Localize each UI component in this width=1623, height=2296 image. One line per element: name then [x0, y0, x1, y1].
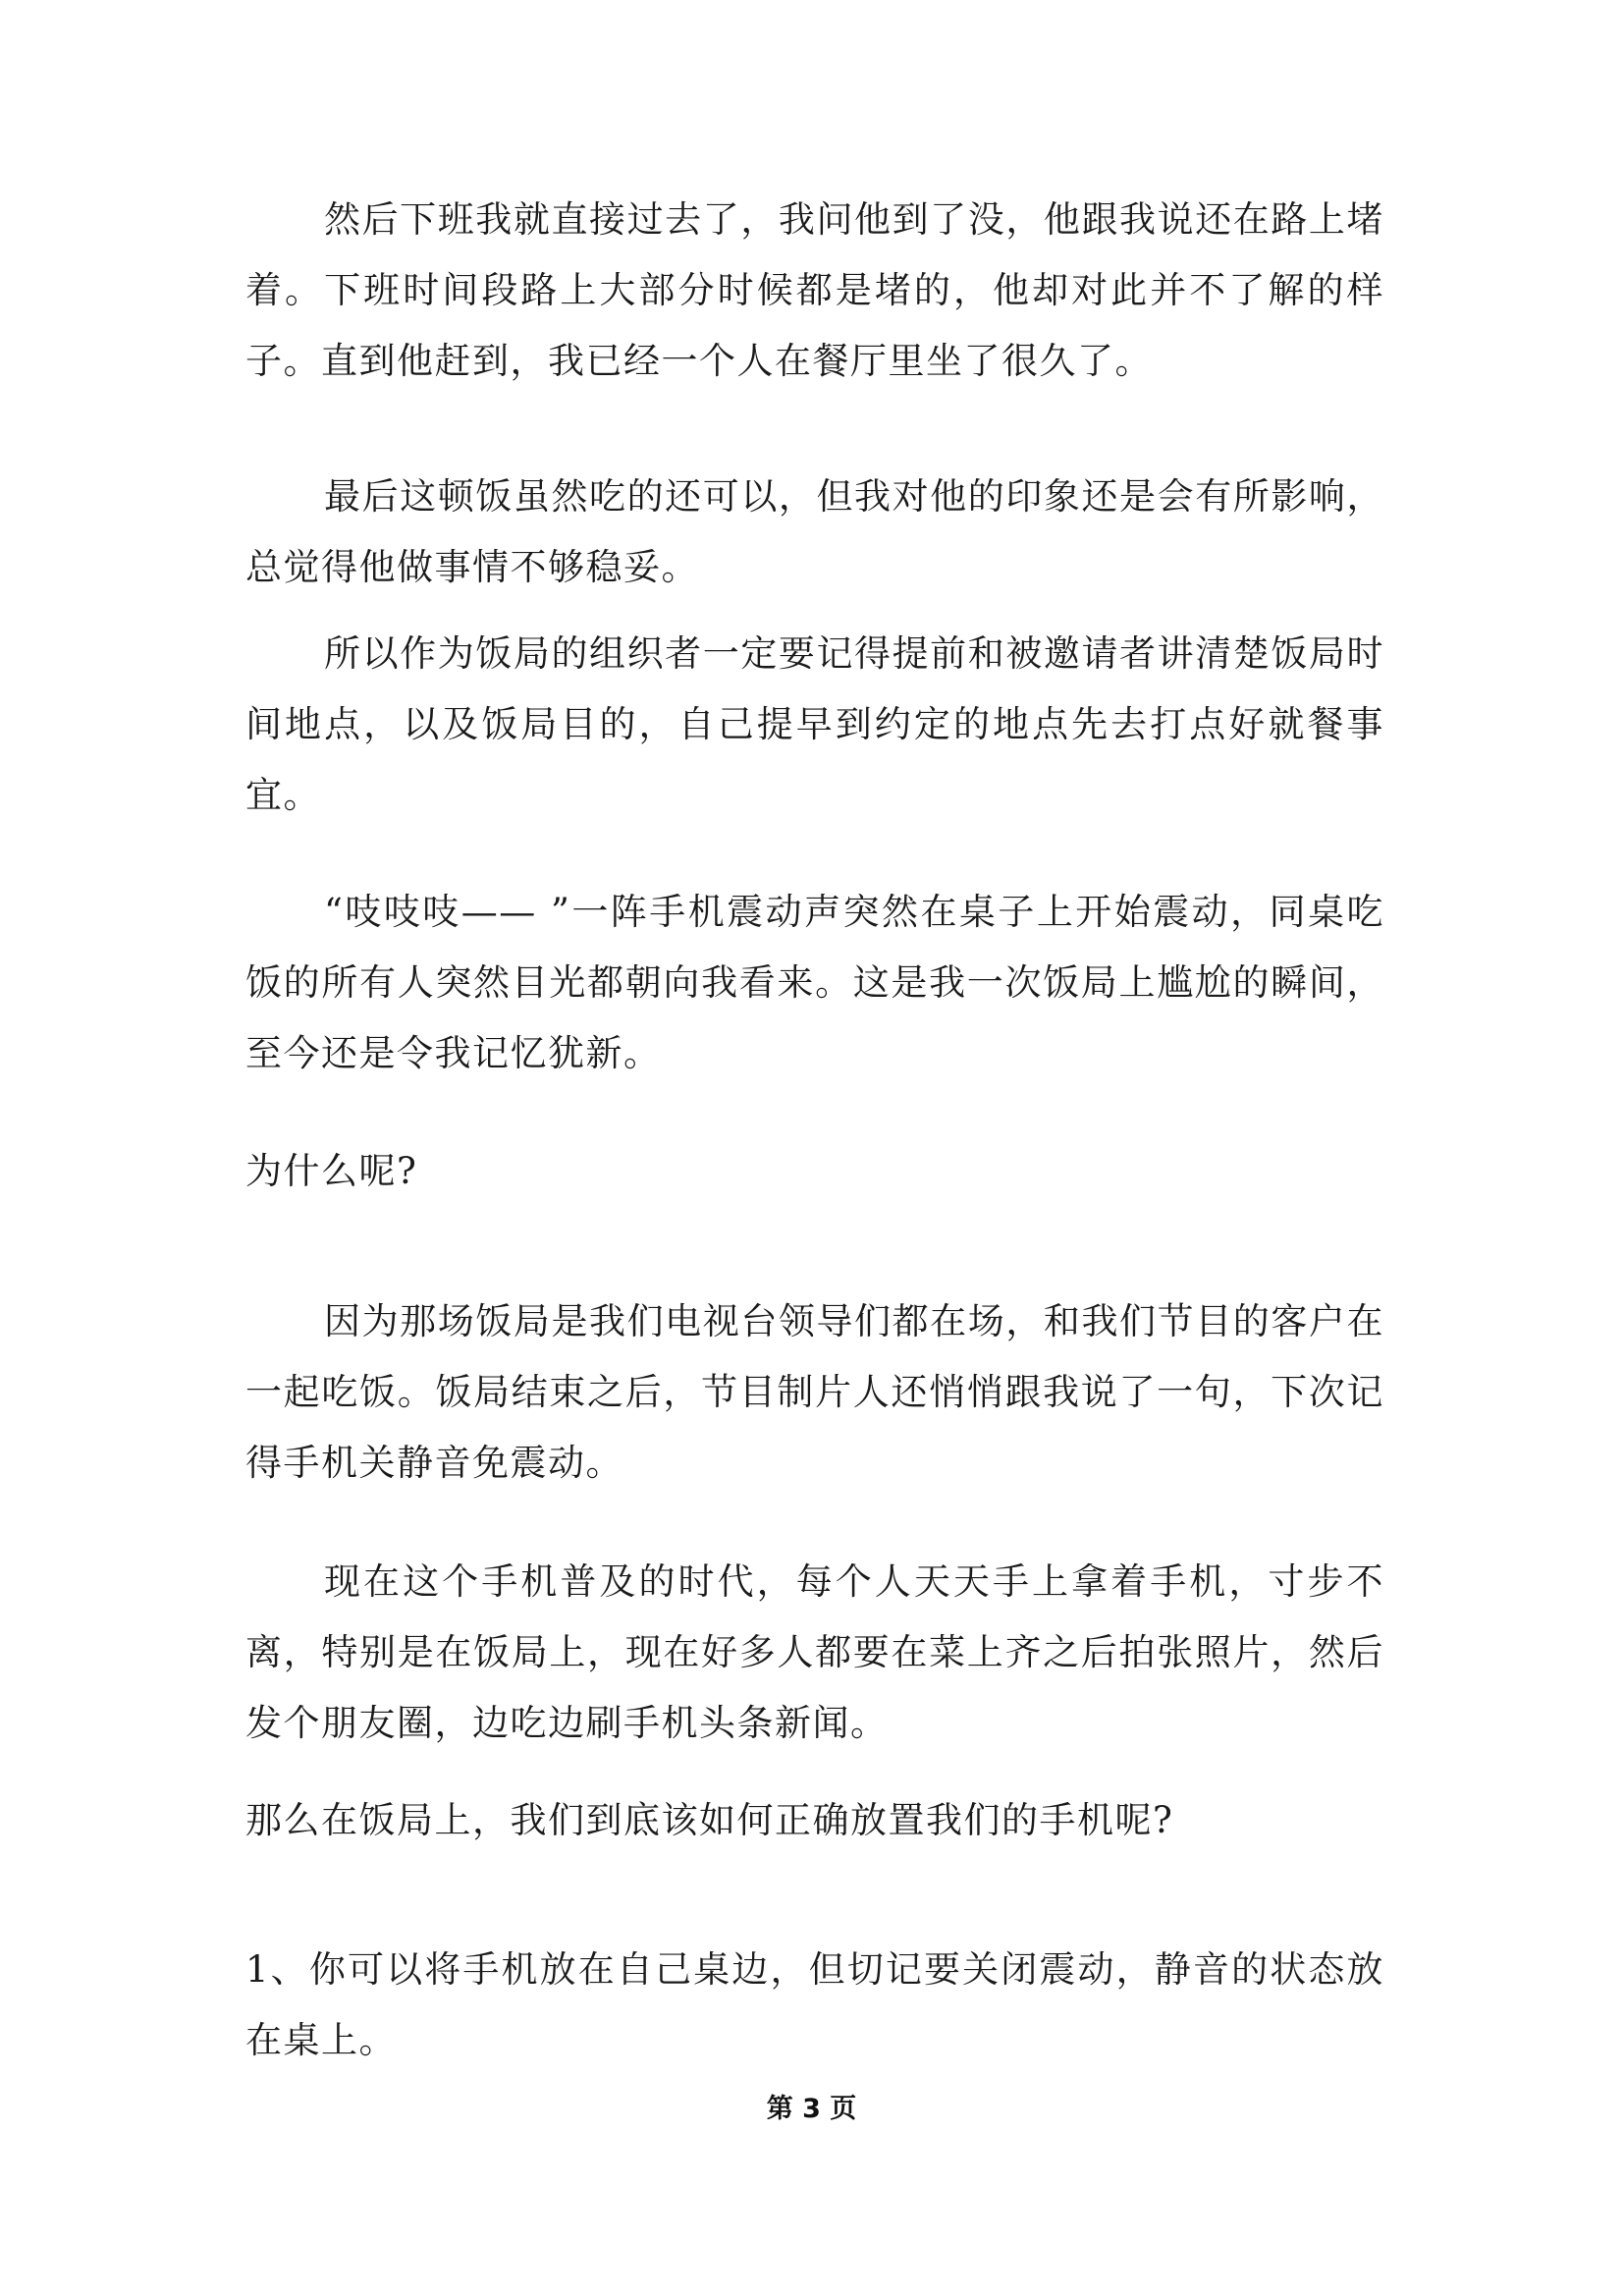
paragraph-9: 1、你可以将手机放在自己桌边，但切记要关闭震动，静音的状态放在桌上。 [245, 1948, 1384, 2061]
paragraph-4: “吱吱吱—— ”一阵手机震动声突然在桌子上开始震动，同桌吃饭的所有人突然目光都朝向我看来。这是我一次饭局上尴尬的瞬间，至今还是令我记忆犹新。 [245, 891, 1384, 1074]
page-number: 第 3 页 [766, 2094, 857, 2124]
paragraph-8: 那么在饭局上，我们到底该如何正确放置我们的手机呢? [245, 1799, 1174, 1841]
paragraph-2: 最后这顿饭虽然吃的还可以，但我对他的印象还是会有所影响，总觉得他做事情不够稳妥。 [245, 475, 1384, 588]
paragraph-5: 为什么呢? [245, 1150, 418, 1192]
paragraph-6: 因为那场饭局是我们电视台领导们都在场，和我们节目的客户在一起吃饭。饭局结束之后，节目制片人还悄悄跟我说了一句，下次记得手机关静音免震动。 [245, 1300, 1384, 1484]
paragraph-1: 然后下班我就直接过去了，我问他到了没，他跟我说还在路上堵着。下班时间段路上大部分时候都是堵的，他却对此并不了解的样子。直到他赶到，我已经一个人在餐厅里坐了很久了。 [245, 198, 1384, 382]
paragraph-3: 所以作为饭局的组织者一定要记得提前和被邀请者讲清楚饭局时间地点，以及饭局目的，自己提早到约定的地点先去打点好就餐事宜。 [245, 632, 1384, 816]
paragraph-7: 现在这个手机普及的时代，每个人天天手上拿着手机，寸步不离，特别是在饭局上，现在好多人都要在菜上齐之后拍张照片，然后发个朋友圈，边吃边刷手机头条新闻。 [245, 1560, 1384, 1744]
